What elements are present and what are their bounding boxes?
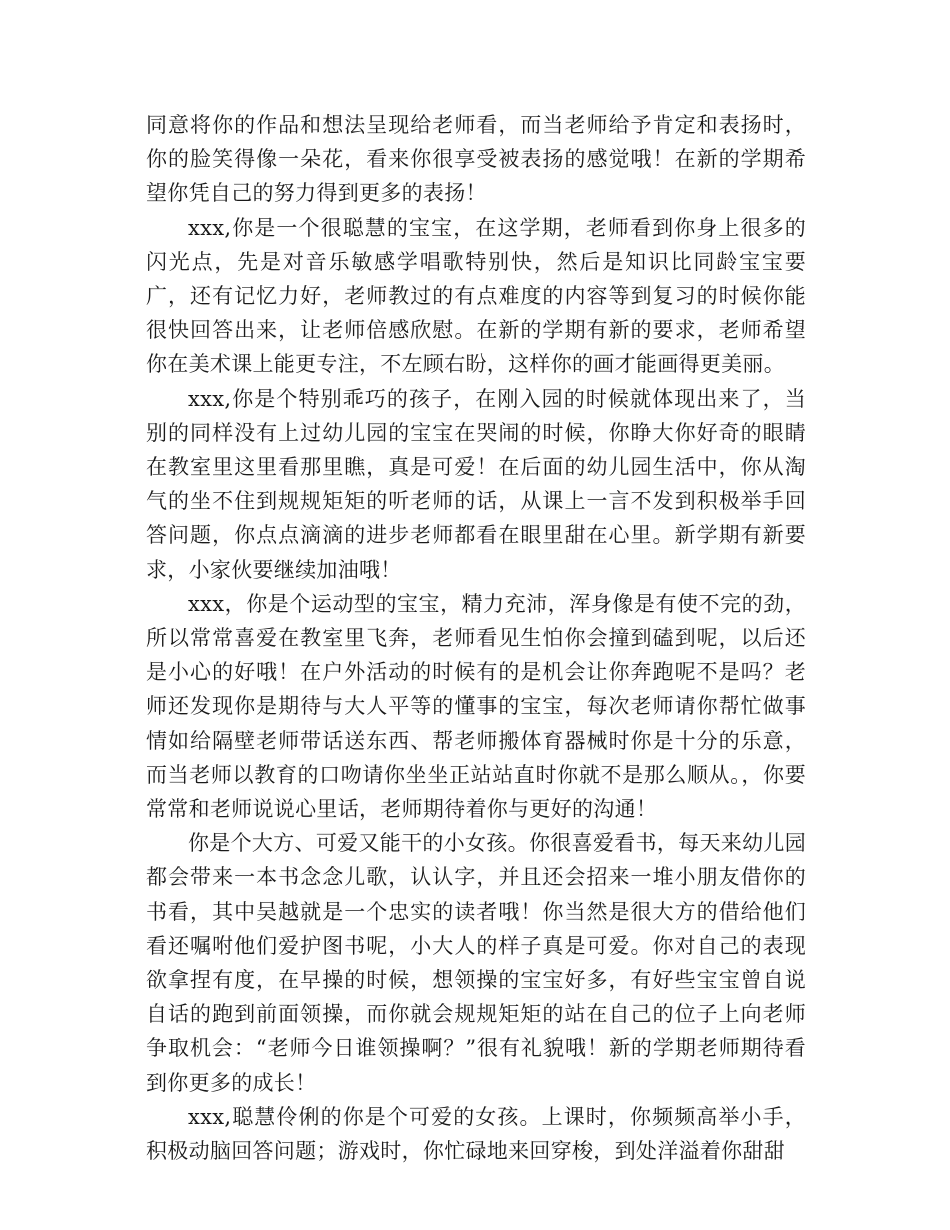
document-body — [146, 108, 806, 1168]
paragraph-comment-3: xxx，你是个运动型的宝宝，精力充沛，浑身像是有使不完的劲，所以常常喜爱在教室里飞奔，老师看见生怕你会撞到磕到呢，以后还是小心的好哦！在户外活动的时候有的是机会让你奔跑呢不是吗？老师还发现你是期待与大人平等的懂事的宝宝，每次老师请你帮忙做事情如给隔壁老师带话送东西、帮老师搬体育器械时你是十分的乐意，而当老师以教育的口吻请你坐坐正站站直时你就不是那么顺从。，你要常常和老师说说心里话，老师期待着你与更好的沟通！ — [146, 591, 806, 822]
paragraph-comment-2: xxx,你是个特别乖巧的孩子，在刚入园的时候就体现出来了，当别的同样没有上过幼儿园的宝宝在哭闹的时候，你睁大你好奇的眼睛在教室里这里看那里瞧，真是可爱！在后面的幼儿园生活中，你从淘气的坐不住到规规矩矩的听老师的话，从课上一言不发到积极举手回答问题，你点点滴滴的进步老师都看在眼里甜在心里。新学期有新要求，小家伙要继续加油哦！ — [146, 386, 806, 582]
paragraph-comment-5: xxx,聪慧伶俐的你是个可爱的女孩。上课时，你频频高举小手，积极动脑回答问题；游戏时，你忙碌地来回穿梭，到处洋溢着你甜甜 — [146, 1104, 806, 1164]
paragraph-continued: 同意将你的作品和想法呈现给老师看，而当老师给予肯定和表扬时，你的脸笑得像一朵花，看来你很享受被表扬的感觉哦！在新的学期希望你凭自己的努力得到更多的表扬！ — [146, 113, 806, 206]
paragraph-comment-1: xxx,你是一个很聪慧的宝宝，在这学期，老师看到你身上很多的闪光点，先是对音乐敏感学唱歌特别快，然后是知识比同龄宝宝要广，还有记忆力好，老师教过的有点难度的内容等到复习的时候你能很快回答出来，让老师倍感欣慰。在新的学期有新的要求，老师希望你在美术课上能更专注，不左顾右盼，这样你的画才能画得更美丽。 — [146, 215, 806, 377]
paragraph-comment-4: 你是个大方、可爱又能干的小女孩。你很喜爱看书，每天来幼儿园都会带来一本书念念儿歌，认认字，并且还会招来一堆小朋友借你的书看，其中吴越就是一个忠实的读者哦！你当然是很大方的借给他们看还嘱咐他们爱护图书呢，小大人的样子真是可爱。你对自己的表现欲拿捏有度，在早操的时候，想领操的宝宝好多，有好些宝宝曾自说自话的跑到前面领操，而你就会规规矩矩的站在自己的位子上向老师争取机会：“老师今日谁领操啊？”很有礼貌哦！新的学期老师期待看到你更多的成长！ — [146, 831, 806, 1095]
